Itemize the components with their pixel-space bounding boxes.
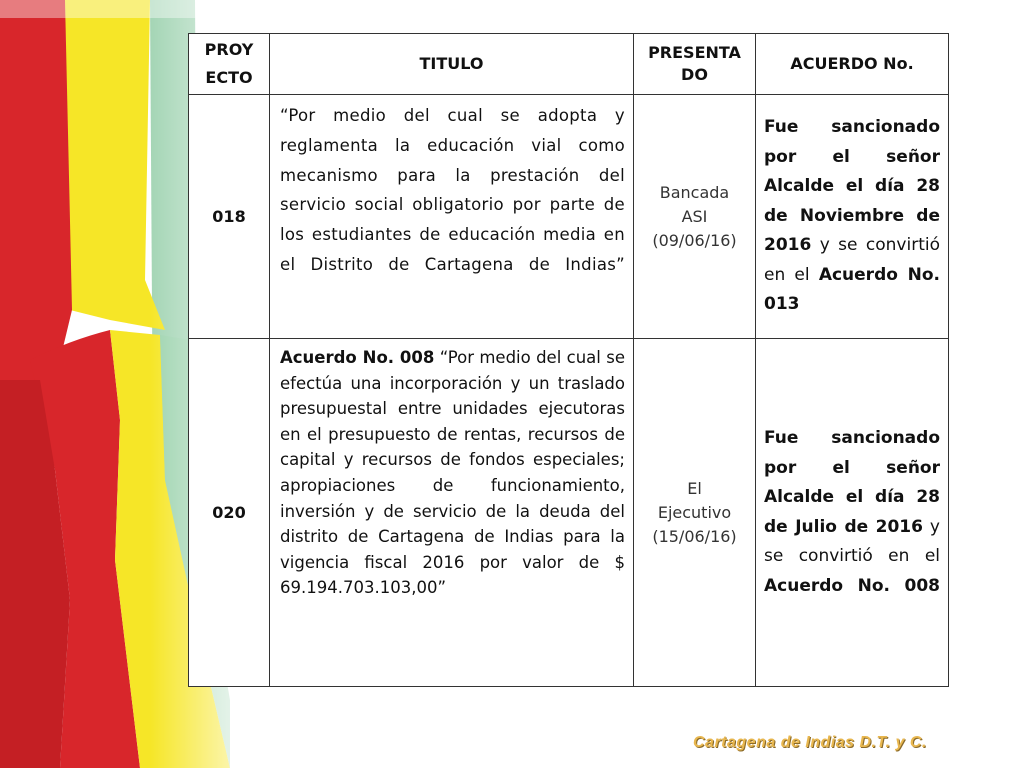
row-presented-by: [634, 339, 756, 687]
row-project-number: 018: [189, 95, 270, 339]
row-title: [270, 339, 634, 687]
row-presented-by: [634, 95, 756, 339]
presented-by-line: (15/06/16): [652, 526, 737, 546]
agreement-number: Acuerdo No. 008: [764, 575, 940, 596]
header-presentado: PRESENTA DO: [634, 34, 756, 95]
presented-by-line: Bancada: [659, 182, 730, 202]
row-title-text: “Por medio del cual se adopta y reglamenta la educación vial como mecanismo para la prestación del servicio social obligatorio por parte de los estudiantes de educación media en el Distrito de Cartagena de Indias”: [280, 106, 625, 274]
header-proyecto: PROY ECTO: [189, 34, 270, 95]
agreement-number: Acuerdo No. 013: [764, 264, 940, 315]
header-acuerdo: ACUERDO No.: [756, 34, 949, 95]
table-row: [189, 95, 949, 339]
presented-by-line: ASI: [681, 206, 708, 226]
row-agreement: [756, 95, 949, 339]
agreement-sanction-text: Fue sancionado por el señor Alcalde el día 28 de Noviembre de 2016: [764, 117, 940, 256]
agreement-sanction-text: Fue sancionado por el señor Alcalde el día 28 de Julio de 2016: [764, 428, 940, 537]
presented-by-line: Ejecutivo: [657, 502, 732, 522]
footer-city-label: Cartagena de Indias D.T. y C.: [693, 734, 927, 751]
agreement-conversion-text: y se convirtió en el: [764, 516, 940, 566]
presented-by-line: El: [687, 478, 702, 498]
agreement-conversion-text: y se convirtió en el: [764, 235, 940, 285]
header-titulo: TITULO: [270, 34, 634, 95]
table-header-row: [189, 34, 949, 95]
row-title-text: “Por medio del cual se efectúa una incorporación y un traslado presupuestal entre unidades ejecutoras en el presupuesto de rentas, recursos de capital y recursos de fondos especiales; apropiaciones de funcionamiento, inversión y de servicio de la deuda del distrito de Cartagena de Indias para la vigencia fiscal 2016 por valor de $ 69.194.703.103,00”: [280, 348, 625, 598]
acuerdos-table: [188, 33, 949, 687]
row-project-number: 020: [189, 339, 270, 687]
row-title: [270, 95, 634, 339]
row-agreement: [756, 339, 949, 687]
table-row: [189, 339, 949, 687]
row-title-agreement-ref: Acuerdo No. 008: [280, 348, 435, 367]
presented-by-line: (09/06/16): [652, 230, 737, 250]
acuerdos-table-container: [188, 33, 948, 687]
